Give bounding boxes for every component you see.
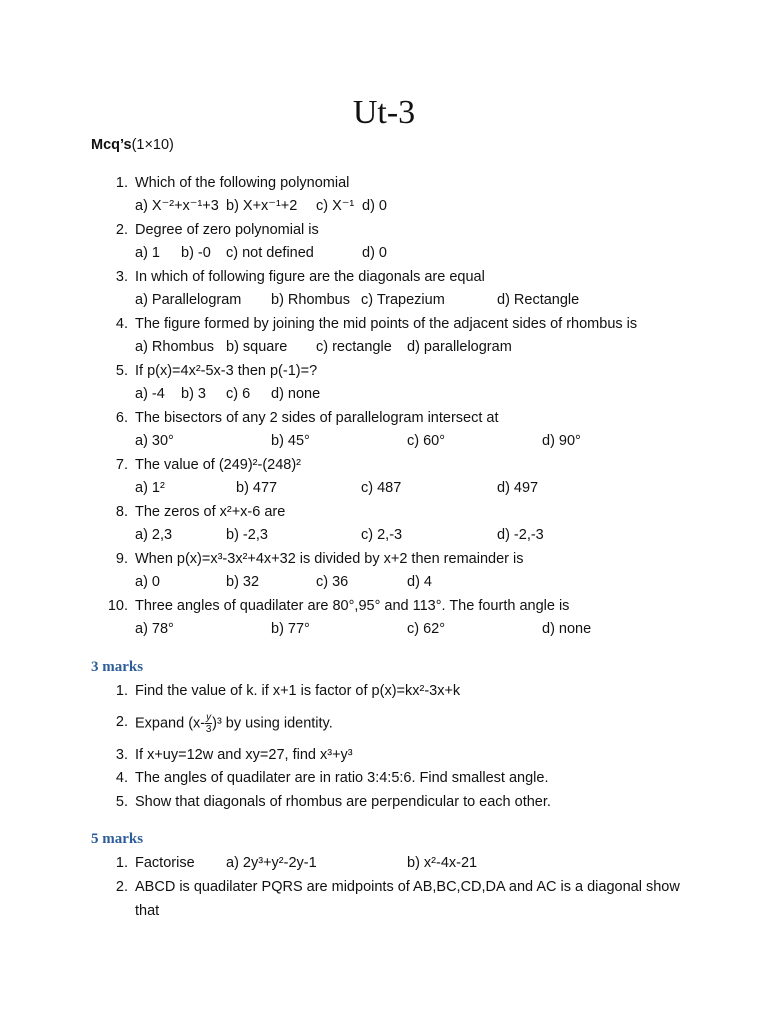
item-text-continued: that xyxy=(135,903,160,919)
three-marks-heading: 3 marks xyxy=(91,659,144,675)
question-text: Three angles of quadilater are 80°,95° and 113°. The fourth angle is xyxy=(135,598,570,614)
option-c: c) X⁻¹ xyxy=(316,198,355,214)
page-title: Ut-3 xyxy=(352,94,416,131)
mcq-heading xyxy=(91,137,174,153)
option-a: a) -4 xyxy=(135,386,165,402)
question-number: 10. xyxy=(107,598,128,614)
option-a: a) 1² xyxy=(135,480,165,496)
option-c: c) 6 xyxy=(226,386,251,402)
expand-suffix: )³ by using identity. xyxy=(212,715,333,732)
question-number: 9. xyxy=(115,551,128,567)
question-number: 1. xyxy=(115,175,128,191)
option-c: c) not defined xyxy=(226,245,314,261)
question-text: If p(x)=4x²-5x-3 then p(-1)=? xyxy=(135,363,318,379)
option-d: d) 90° xyxy=(542,433,581,449)
option-b: b) 477 xyxy=(236,480,278,496)
fraction-denominator: 3 xyxy=(205,724,212,735)
question-number: 2. xyxy=(115,222,128,238)
question-number: 6. xyxy=(115,410,128,426)
question-text: Degree of zero polynomial is xyxy=(135,222,319,238)
item-text: ABCD is quadilater PQRS are midpoints of AB,BC,CD,DA and AC is a diagonal show xyxy=(135,879,680,895)
option-a: a) Parallelogram xyxy=(135,292,242,308)
question-text: When p(x)=x³-3x²+4x+32 is divided by x+2 then remainder is xyxy=(135,551,524,567)
option-d: d) 4 xyxy=(407,574,432,590)
option-a: a) X⁻²+x⁻¹+3 xyxy=(135,198,219,214)
option-d: d) -2,-3 xyxy=(497,527,544,543)
factorise-part-b: b) x²-4x-21 xyxy=(407,855,478,871)
question-number: 7. xyxy=(115,457,128,473)
option-c: c) Trapezium xyxy=(361,292,445,308)
option-b: b) 77° xyxy=(271,621,310,637)
option-b: b) X+x⁻¹+2 xyxy=(226,198,298,214)
question-text: In which of following figure are the diagonals are equal xyxy=(135,269,485,285)
option-b: b) Rhombus xyxy=(271,292,350,308)
fraction-numerator: y xyxy=(206,712,212,723)
item-text: Find the value of k. if x+1 is factor of p(x)=kx²-3x+k xyxy=(135,683,461,699)
item-number: 1. xyxy=(115,683,128,699)
question-text: The figure formed by joining the mid points of the adjacent sides of rhombus is xyxy=(135,316,638,332)
question-number: 4. xyxy=(115,316,128,332)
item-number: 4. xyxy=(115,770,128,786)
item-text: If x+uy=12w and xy=27, find x³+y³ xyxy=(135,747,353,763)
option-b: b) -0 xyxy=(181,245,211,261)
option-d: d) none xyxy=(542,621,592,637)
question-text: The value of (249)²-(248)² xyxy=(135,457,302,473)
option-b: b) square xyxy=(226,339,288,355)
option-d: d) 497 xyxy=(497,480,539,496)
option-a: a) Rhombus xyxy=(135,339,214,355)
option-c: c) 36 xyxy=(316,574,349,590)
item-text: Show that diagonals of rhombus are perpendicular to each other. xyxy=(135,794,551,810)
option-d: d) 0 xyxy=(362,245,387,261)
option-a: a) 0 xyxy=(135,574,160,590)
option-c: c) 60° xyxy=(407,433,446,449)
question-number: 3. xyxy=(115,269,128,285)
option-c: c) 62° xyxy=(407,621,446,637)
item-number: 2. xyxy=(115,714,128,730)
question-text: The zeros of x²+x-6 are xyxy=(135,504,286,520)
option-a: a) 2,3 xyxy=(135,527,173,543)
option-a: a) 78° xyxy=(135,621,174,637)
option-c: c) rectangle xyxy=(316,339,392,355)
option-d: d) 0 xyxy=(362,198,387,214)
option-a: a) 1 xyxy=(135,245,160,261)
option-d: d) none xyxy=(271,386,321,402)
option-b: b) -2,3 xyxy=(226,527,268,543)
item-text: The angles of quadilater are in ratio 3:4:5:6. Find smallest angle. xyxy=(135,770,549,786)
five-marks-heading: 5 marks xyxy=(91,831,144,847)
option-a: a) 30° xyxy=(135,433,174,449)
item-text: Factorise xyxy=(135,855,195,871)
item-number: 3. xyxy=(115,747,128,763)
item-number: 2. xyxy=(115,879,128,895)
option-b: b) 45° xyxy=(271,433,310,449)
expand-prefix: Expand (x- xyxy=(135,715,206,732)
option-b: b) 32 xyxy=(226,574,260,590)
question-number: 8. xyxy=(115,504,128,520)
item-number: 5. xyxy=(115,794,128,810)
item-number: 1. xyxy=(115,855,128,871)
question-text: The bisectors of any 2 sides of parallelogram intersect at xyxy=(135,410,499,426)
option-c: c) 2,-3 xyxy=(361,527,403,543)
option-b: b) 3 xyxy=(181,386,206,402)
item-text-expand xyxy=(135,712,333,735)
option-d: d) Rectangle xyxy=(497,292,580,308)
mcq-heading-label: Mcq’s xyxy=(91,137,132,153)
mcq-heading-marks: (1×10) xyxy=(131,137,174,153)
factorise-part-a: a) 2y³+y²-2y-1 xyxy=(226,855,317,871)
question-text: Which of the following polynomial xyxy=(135,175,350,191)
question-number: 5. xyxy=(115,363,128,379)
option-d: d) parallelogram xyxy=(407,339,512,355)
option-c: c) 487 xyxy=(361,480,402,496)
